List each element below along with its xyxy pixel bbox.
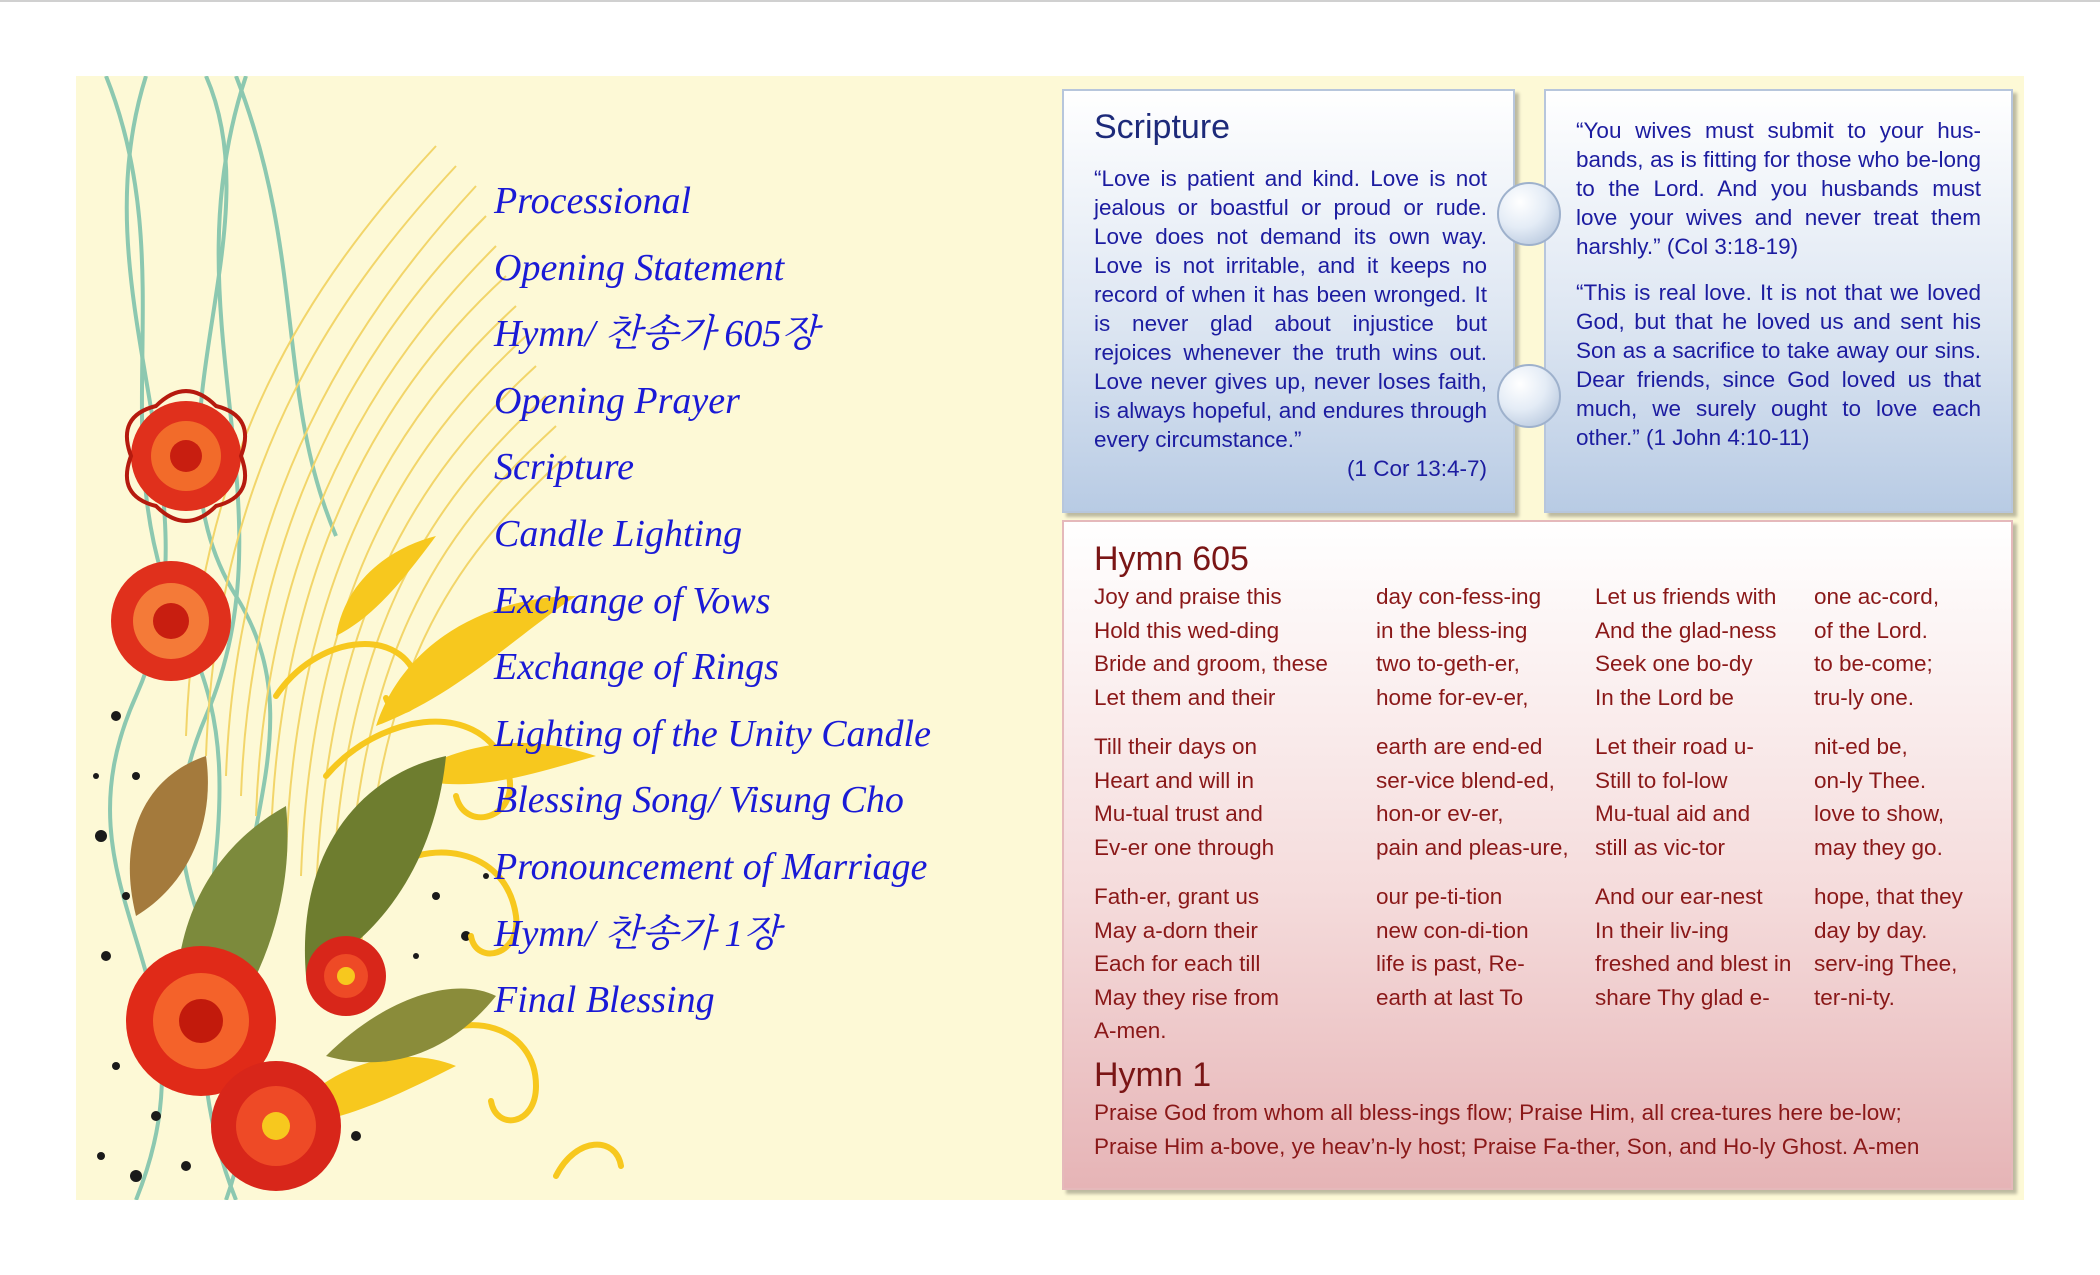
lyric-line: share Thy glad e-: [1595, 984, 1770, 1010]
red-flowers: [111, 391, 386, 1191]
program-item-final-blessing: Final Blessing: [494, 979, 715, 1022]
lyric-line: Seek one bo-dy: [1595, 651, 1753, 676]
lyric-line: two to-geth-er,: [1376, 651, 1520, 676]
lyrics-column: [1376, 730, 1569, 864]
lyric-line: on-ly Thee.: [1814, 767, 1927, 793]
lyrics-column: [1595, 580, 1776, 714]
lyric-line: In the Lord be: [1595, 684, 1734, 710]
connector-circle-top: [1497, 182, 1561, 246]
lyric-line: And our ear-nest: [1595, 884, 1763, 909]
lyrics-column: [1094, 880, 1279, 1048]
program-item-blessing-song: Blessing Song/ Visung Cho: [494, 779, 904, 822]
program-item-candle-lighting: Candle Lighting: [494, 512, 743, 555]
lyric-line: Fath-er, grant us: [1094, 884, 1260, 909]
lyric-line: of the Lord.: [1814, 617, 1928, 643]
lyric-line: In their liv-ing: [1595, 917, 1729, 943]
lyric-line: hope, that they: [1814, 884, 1963, 909]
program-item-opening-statement: Opening Statement: [494, 246, 785, 289]
lyric-line: hon-or ev-er,: [1376, 801, 1504, 826]
connector-circle-bottom: [1497, 364, 1561, 428]
program-item-processional: Processional: [494, 180, 692, 222]
program-item-exchange-of-rings: Exchange of Rings: [494, 646, 779, 689]
lyric-line: May a-dorn their: [1094, 917, 1258, 943]
program-list: [494, 168, 931, 1034]
lyric-line: Mu-tual trust and: [1094, 801, 1263, 826]
program-item-exchange-of-vows: Exchange of Vows: [494, 579, 771, 622]
lyrics-column: [1595, 880, 1791, 1014]
lyric-line: earth at last To: [1376, 984, 1524, 1010]
lyric-line: new con-di-tion: [1376, 917, 1529, 943]
lyric-line: Let their road u-: [1595, 734, 1754, 759]
lyrics-column: [1094, 580, 1328, 714]
lyric-line: day by day.: [1814, 917, 1928, 943]
lyric-line: love to show,: [1814, 801, 1945, 826]
lyrics-column: [1595, 730, 1754, 864]
lyric-line: home for-ev-er,: [1376, 684, 1529, 710]
lyric-line: ser-vice blend-ed,: [1376, 767, 1555, 793]
lyric-line: freshed and blest in: [1595, 951, 1792, 976]
program-item-opening-prayer: Opening Prayer: [494, 379, 740, 422]
lyrics-column: [1814, 730, 1944, 864]
lyric-line: Joy and praise this: [1094, 584, 1282, 609]
lyric-line: tru-ly one.: [1814, 684, 1915, 710]
program-item-hymn-1: Hymn/ 찬송가 1장: [494, 912, 781, 955]
lyric-line: may they go.: [1814, 834, 1943, 860]
top-border-line: [0, 0, 2100, 2]
lyric-line: A-men.: [1094, 1018, 1167, 1043]
lyric-line: And the glad-ness: [1595, 617, 1777, 643]
scripture-heading: Scripture: [1094, 108, 1231, 146]
lyric-line: life is past, Re-: [1376, 951, 1525, 976]
lyric-line: to be-come;: [1814, 651, 1933, 676]
lyric-line: Mu-tual aid and: [1595, 801, 1751, 826]
lyric-line: Praise Him a-bove, ye heav’n-ly host; Praise Fa-ther, Son, and Ho-ly Ghost. A-men: [1094, 1133, 1920, 1159]
lyrics-column: [1814, 880, 1963, 1014]
lyric-line: still as vic-tor: [1595, 834, 1726, 860]
lyric-line: Till their days on: [1094, 734, 1257, 759]
program-item-scripture: Scripture: [494, 446, 635, 489]
lyric-line: Still to fol-low: [1595, 767, 1728, 793]
lyrics-column: [1376, 580, 1541, 714]
lyric-line: ter-ni-ty.: [1814, 984, 1895, 1010]
program-item-hymn-605: Hymn/ 찬송가 605장: [494, 313, 819, 356]
hymn-605-heading: Hymn 605: [1094, 540, 1249, 578]
lyric-line: serv-ing Thee,: [1814, 951, 1958, 976]
lyric-line: one ac-cord,: [1814, 584, 1940, 609]
scripture-reference: (1 Cor 13:4-7): [1346, 456, 1487, 481]
lyric-line: Hold this wed-ding: [1094, 617, 1280, 643]
lyric-line: nit-ed be,: [1814, 734, 1908, 759]
lyric-line: May they rise from: [1094, 984, 1280, 1010]
lyric-line: pain and pleas-ure,: [1376, 834, 1569, 860]
lyrics-column: [1814, 580, 1939, 714]
program-item-pronouncement: Pronouncement of Marriage: [494, 845, 928, 888]
scripture-quote: “Love is patient and kind. Love is not jealous or boastful or proud or rude. Love does not demand its own way. Love is not irritable, and it keeps no record of when it has been wronged. It is never glad about injustice but rejoices whenever the truth wins out. Love never gives up, never loses faith, is always hopeful, and endures through every circumstance.”: [1094, 166, 1487, 452]
lyrics-column: [1094, 730, 1274, 864]
lyrics-column: [1376, 880, 1529, 1014]
lyric-line: Each for each till: [1094, 951, 1261, 976]
lyric-line: in the bless-ing: [1376, 617, 1528, 643]
lyric-line: earth are end-ed: [1376, 734, 1543, 759]
john-quote: “This is real love. It is not that we loved God, but that he loved us and sent his Son as a sacrifice to take away our sins. Dear friends, since God loved us that much, we surely ought to love each other.” (1 John 4:10-11): [1576, 280, 1981, 450]
lyric-line: day con-fess-ing: [1376, 584, 1542, 609]
lyric-line: Let them and their: [1094, 684, 1276, 710]
lyric-line: Heart and will in: [1094, 767, 1255, 793]
hymn-1-heading: Hymn 1: [1094, 1056, 1212, 1094]
colossians-quote: “You wives must submit to your hus-bands, as is fitting for those who be-long to the Lord. And you husbands must love your wives and never treat them harshly.” (Col 3:18-19): [1576, 118, 1981, 259]
lyric-line: Bride and groom, these: [1094, 651, 1328, 676]
program-item-unity-candle: Lighting of the Unity Candle: [494, 712, 931, 755]
lyric-line: our pe-ti-tion: [1376, 884, 1503, 909]
lyric-line: Ev-er one through: [1094, 834, 1275, 860]
lyric-line: Praise God from whom all bless-ings flow; Praise Him, all crea-tures here be-low;: [1094, 1100, 1902, 1125]
hymn-1-lyrics: [1094, 1096, 1919, 1163]
lyric-line: Let us friends with: [1595, 584, 1777, 609]
